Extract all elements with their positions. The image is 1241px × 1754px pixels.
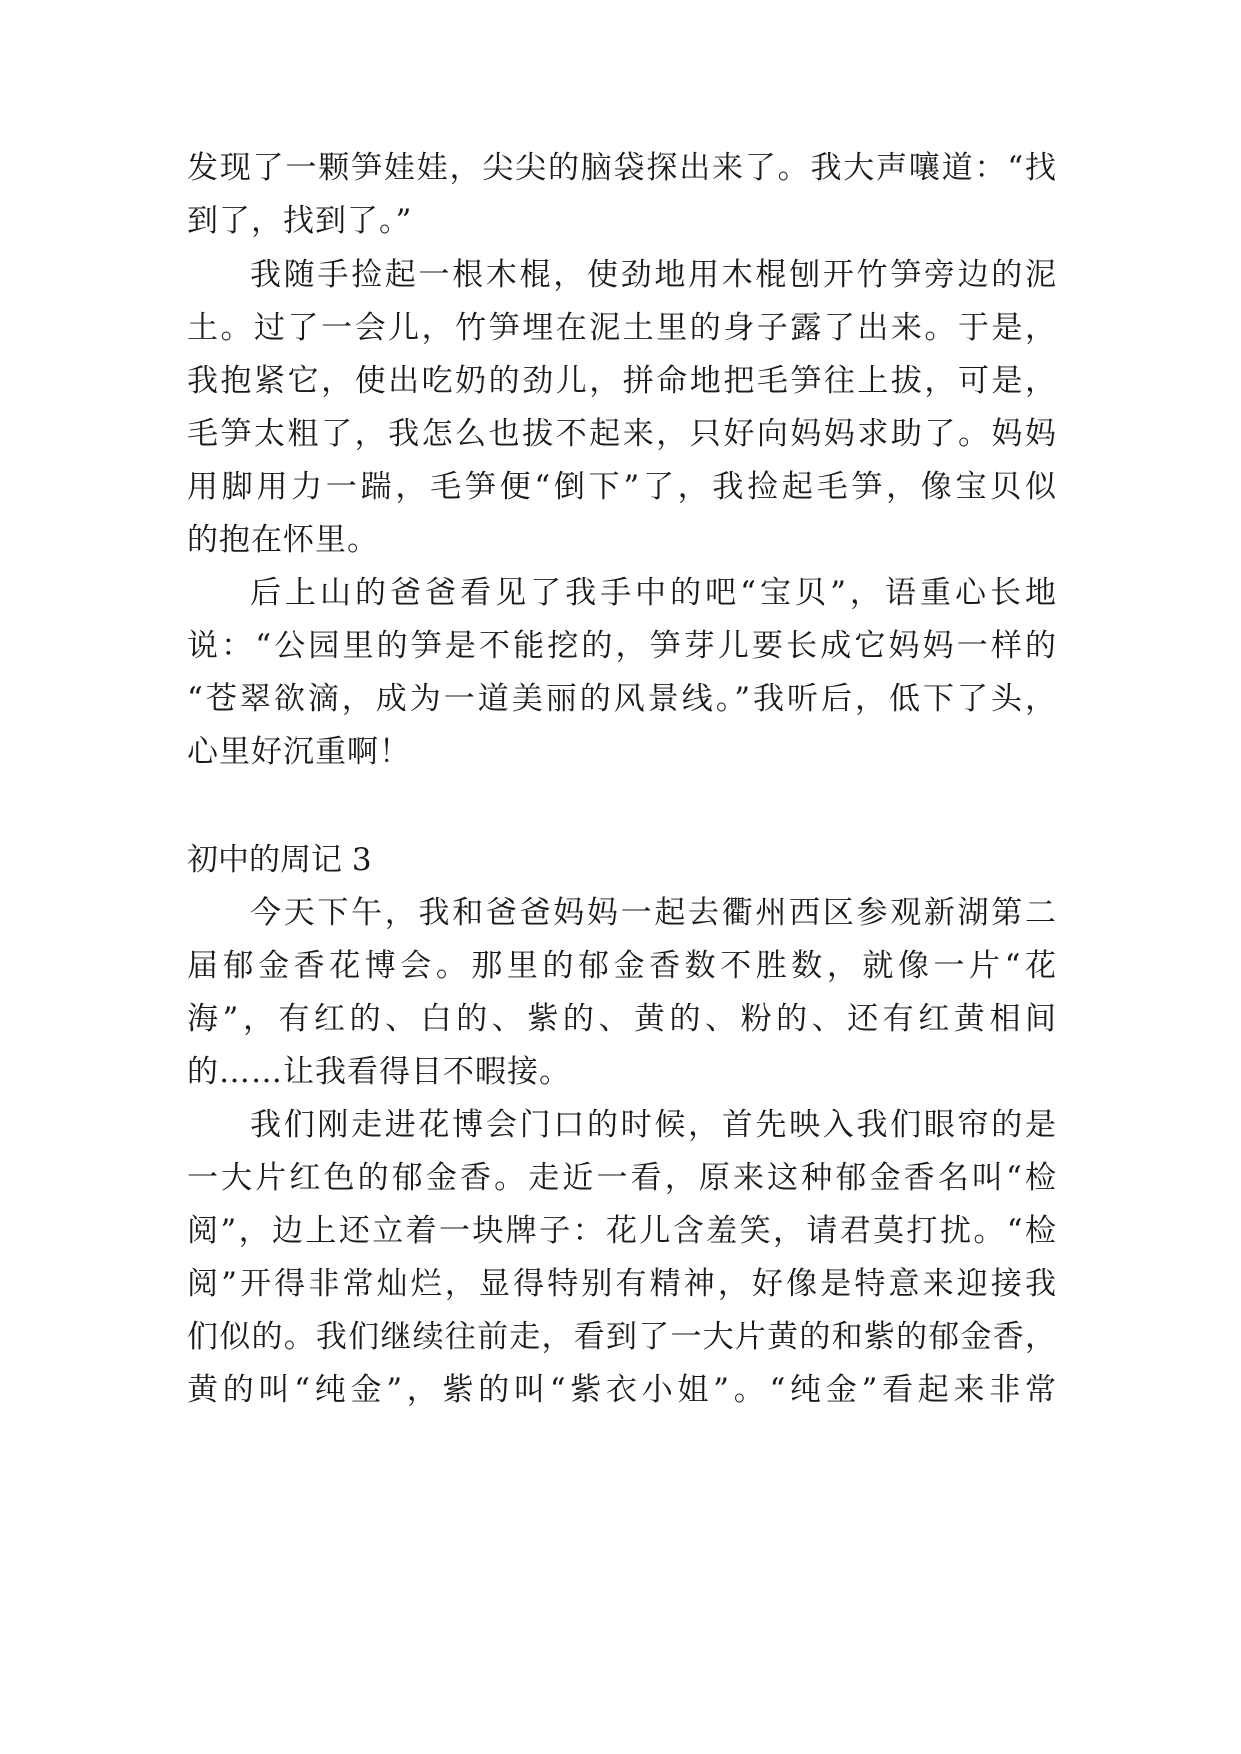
paragraph-line: 黄的叫“纯金”，紫的叫“紫衣小姐”。“纯金”看起来非常 (187, 1372, 1057, 1408)
paragraph-line: 届郁金香花博会。那里的郁金香数不胜数，就像一片“花 (187, 948, 1057, 984)
paragraph-line: 后上山的爸爸看见了我手中的吧“宝贝”，语重心长地 (250, 575, 1057, 611)
paragraph-line: 我抱紧它，使出吃奶的劲儿，拼命地把毛笋往上拔，可是， (187, 363, 1057, 399)
paragraph-line: 一大片红色的郁金香。走近一看，原来这种郁金香名叫“检 (187, 1160, 1057, 1196)
paragraph-line: 的……让我看得目不暇接。 (187, 1054, 571, 1090)
paragraph-line: 发现了一颗笋娃娃，尖尖的脑袋探出来了。我大声嚷道：“找 (187, 150, 1057, 186)
paragraph-line: 的抱在怀里。 (187, 522, 379, 558)
paragraph-line: 阅”开得非常灿烂，显得特别有精神，好像是特意来迎接我 (187, 1266, 1057, 1302)
paragraph-line: “苍翠欲滴，成为一道美丽的风景线。”我听后，低下了头， (187, 681, 1057, 717)
paragraph-line: 用脚用力一踹，毛笋便“倒下”了，我捡起毛笋，像宝贝似 (187, 469, 1057, 505)
paragraph-line: 毛笋太粗了，我怎么也拔不起来，只好向妈妈求助了。妈妈 (187, 416, 1057, 452)
paragraph-line: 土。过了一会儿，竹笋埋在泥土里的身子露了出来。于是， (187, 310, 1057, 346)
paragraph-line: 海”，有红的、白的、紫的、黄的、粉的、还有红黄相间 (187, 1001, 1057, 1037)
paragraph-line: 说：“公园里的笋是不能挖的，笋芽儿要长成它妈妈一样的 (187, 628, 1057, 664)
section-title: 初中的周记 3 (187, 842, 372, 878)
paragraph-line: 我随手捡起一根木棍，使劲地用木棍刨开竹笋旁边的泥 (250, 257, 1057, 293)
paragraph-line: 阅”，边上还立着一块牌子：花儿含羞笑，请君莫打扰。“检 (187, 1213, 1057, 1249)
paragraph-line: 到了，找到了。” (187, 203, 413, 239)
paragraph-line: 们似的。我们继续往前走，看到了一大片黄的和紫的郁金香， (187, 1319, 1057, 1355)
paragraph-line: 今天下午，我和爸爸妈妈一起去衢州西区参观新湖第二 (250, 895, 1057, 931)
paragraph-line: 我们刚走进花博会门口的时候，首先映入我们眼帘的是 (250, 1107, 1057, 1143)
paragraph-line: 心里好沉重啊！ (187, 734, 411, 770)
